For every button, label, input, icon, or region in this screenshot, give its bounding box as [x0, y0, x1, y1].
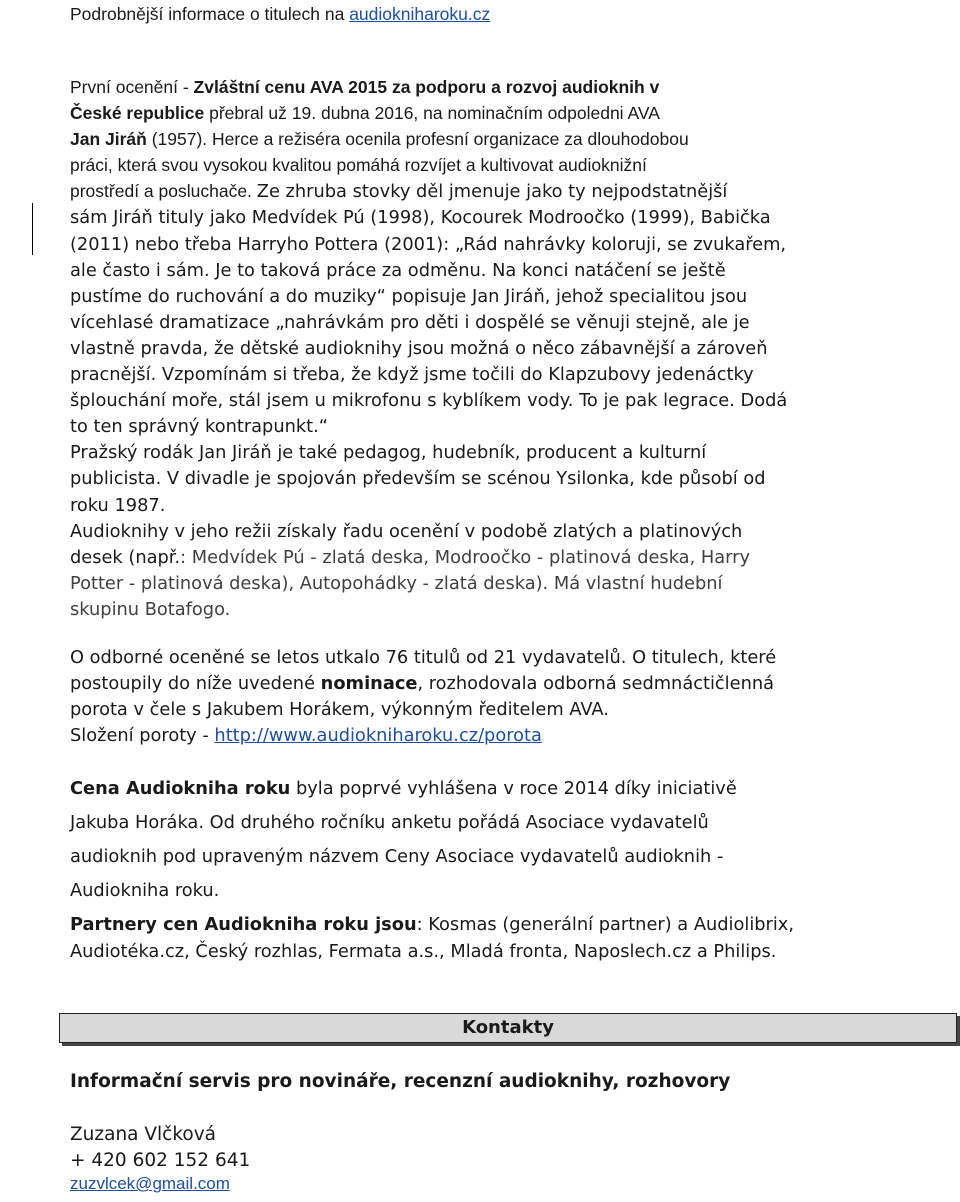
contact-name: Zuzana Vlčková [70, 1124, 217, 1145]
jury-link[interactable]: http://www.audiokniharoku.cz/porota [214, 725, 542, 746]
contacts-heading: Informační servis pro novináře, recenzní audioknihy, rozhovory [70, 1071, 731, 1092]
contacts-bar: Kontakty [59, 1013, 957, 1043]
intro-text: Podrobnější informace o titulech na [70, 4, 350, 24]
jury-paragraph: O odborné oceněné se letos utkalo 76 titulů od 21 vydavatelů. O titulech, které postoupily do níže uvedené nominace, rozhodovala odborná sedmnáctičlenná porota v čele s Jakubem Horákem, výkonným ředitelem AVA. Složení poroty - http://www.audiokniharoku.cz/porota [70, 647, 777, 746]
intro-line [70, 4, 490, 25]
partners-paragraph: Partnery cen Audiokniha roku jsou: Kosmas (generální partner) a Audiolibrix, Audiotéka.cz, Český rozhlas, Fermata a.s., Mladá fronta, Naposlech.cz a Philips. [70, 914, 794, 962]
contact-email[interactable]: zuzvlcek@gmail.com [70, 1174, 230, 1193]
revision-bar [32, 203, 33, 255]
contact-block [70, 1122, 250, 1174]
contact-phone: + 420 602 152 641 [70, 1150, 251, 1171]
history-paragraph: Cena Audiokniha roku byla poprvé vyhlášena v roce 2014 díky iniciativě Jakuba Horáka. Od druhého ročníku anketu pořádá Asociace vydavatelů audioknih pod upraveným názvem Ceny Asociace vydavatelů audioknih - Audiokniha roku. [70, 778, 737, 901]
award-paragraph: První ocenění - Zvláštní cenu AVA 2015 za podporu a rozvoj audioknih v České republice přebral už 19. dubna 2016, na nominačním odpoledni AVA Jan Jiráň (1957). Herce a režiséra ocenila profesní organizace za dlouhodobou práci, která svou vysokou kvalitou pomáhá rozvíjet a kultivovat audioknižní prostředí a posluchače. Ze zhruba stovky děl jmenuje jako ty nejpodstatnější sám Jiráň tituly jako Medvídek Pú (1998), Kocourek Modroočko (1999), Babička (2011) nebo třeba Harryho Pottera (2001): „Rád nahrávky koloruji, se zvukařem, ale často i sám. Je to taková práce za odměnu. Na konci natáčení se ještě pustíme do ruchování a do muziky“ popisuje Jan Jiráň, jehož specialitou jsou vícehlasé dramatizace „nahrávkám pro děti i dospělé se věnuji stejně, ale je vlastně pravda, že dětské audioknihy jsou možná o něco zábavnější a zároveň pracnější. Vzpomínám si třeba, že když jsme točili do Klapzubovy jedenáctky šplouchání moře, stál jsem u mikrofonu s kyblíkem vody. To je pak legrace. Dodá to ten správný kontrapunkt.“ Pražský rodák Jan Jiráň je také pedagog, hudebník, producent a kulturní publicista. V divadle je spojován především se scénou Ysilonka, kde působí od roku 1987. Audioknihy v jeho režii získaly řadu ocenění v podobě zlatých a platinových desek (např.: Medvídek Pú - zlatá deska, Modroočko - platinová deska, Harry Potter - platinová deska), Autopohádky - zlatá deska). Má vlastní hudební skupinu Botafogo. [70, 77, 788, 620]
intro-link[interactable]: audiokniharoku.cz [349, 4, 491, 24]
